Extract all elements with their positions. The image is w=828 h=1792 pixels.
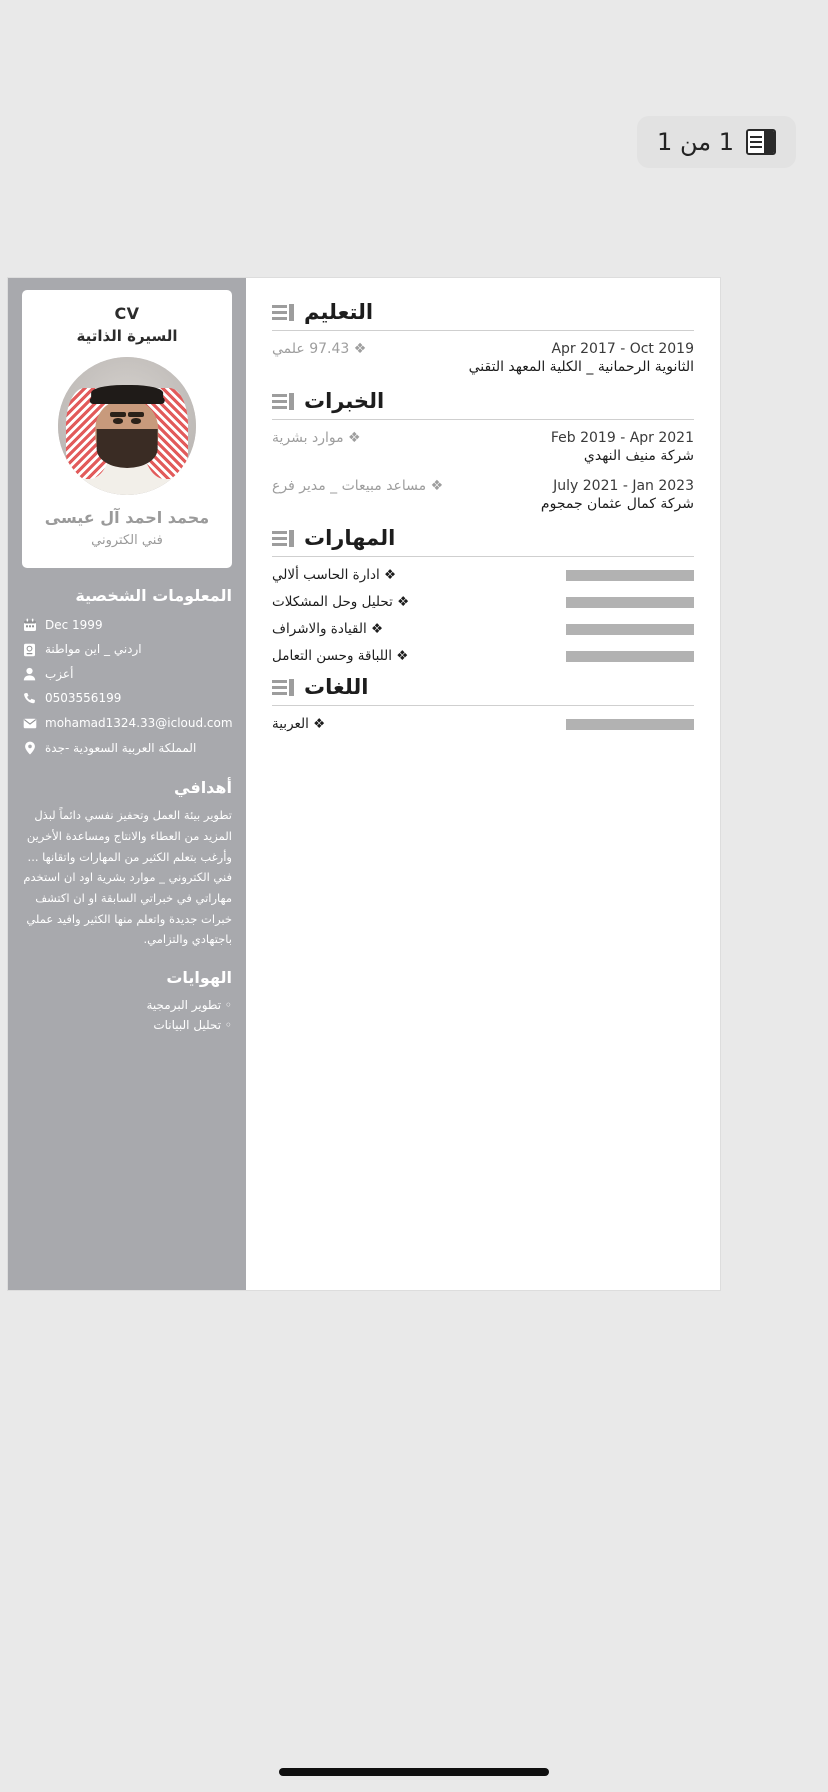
candidate-name: محمد احمد آل عيسى — [44, 508, 210, 528]
section-title-languages: اللغات — [304, 675, 369, 699]
divider — [272, 705, 694, 706]
hobby-item — [22, 1015, 232, 1035]
hobby-label: تطوير البرمجية — [146, 998, 222, 1013]
experience-date: July 2021 - Jan 2023 — [553, 478, 694, 494]
experience-entry — [272, 478, 694, 494]
skill-label: ❖ اللباقة وحسن التعامل — [272, 648, 409, 664]
hobby-bullet: ◦ — [221, 1018, 232, 1033]
skill-row — [272, 567, 694, 583]
experience-entry — [272, 430, 694, 446]
divider — [272, 419, 694, 420]
skill-level-bar — [566, 570, 694, 581]
pages-view-icon — [746, 129, 776, 155]
skill-label: ❖ القيادة والاشراف — [272, 621, 384, 637]
section-title-experience: الخبرات — [304, 389, 385, 413]
experience-org: شركة كمال عثمان جمجوم — [540, 496, 694, 512]
experience-title: ❖ موارد بشرية — [272, 430, 361, 446]
info-value-phone: 0503556199 — [45, 691, 122, 706]
hobby-label: تحليل البيانات — [153, 1018, 222, 1033]
profile-card — [22, 290, 232, 568]
divider — [272, 556, 694, 557]
hobbies-heading: الهوايات — [166, 968, 232, 988]
objective-text: تطوير بيئة العمل وتحفيز نفسي دائماً لبذل المزيد من العطاء والانتاج ومساعدة الأخرين وأرغب بتعلم الكثير من المهارات واتقانها ... فني الكتروني _ موارد بشرية اود ان استخدم مهاراتي في خبراتي السابقة او ان اكتشف خبرات جديدة واتعلم منها الكثير وافيد عملي باجتهادي والتزامي. — [23, 808, 232, 947]
info-row-nationality — [22, 640, 232, 659]
experience-org: شركة منيف النهدي — [583, 448, 694, 464]
skill-row — [272, 621, 694, 637]
section-title-skills: المهارات — [304, 526, 396, 550]
info-value-marital-status: أعزب — [45, 666, 74, 681]
info-value-nationality: اردني _ اين مواطنة — [45, 642, 142, 657]
section-header-education — [272, 300, 694, 324]
section-header-skills — [272, 526, 694, 550]
skill-row — [272, 648, 694, 664]
passport-icon — [22, 642, 37, 657]
calendar-icon — [22, 617, 37, 632]
info-value-email: mohamad1324.33@icloud.com — [45, 716, 233, 731]
list-icon — [272, 679, 294, 696]
list-icon — [272, 530, 294, 547]
hobby-item — [22, 995, 232, 1015]
phone-icon — [22, 691, 37, 706]
page-indicator-label: 1 من 1 — [657, 128, 734, 156]
section-header-languages — [272, 675, 694, 699]
language-level-bar — [566, 719, 694, 730]
skill-label: ❖ ادارة الحاسب ألالي — [272, 567, 397, 583]
info-row-location — [22, 739, 232, 758]
info-row-phone — [22, 689, 232, 708]
experience-date: Feb 2019 - Apr 2021 — [550, 430, 694, 446]
skill-row — [272, 594, 694, 610]
skill-level-bar — [566, 597, 694, 608]
skill-label: ❖ تحليل وحل المشكلات — [272, 594, 410, 610]
portrait-photo — [58, 357, 196, 495]
info-row-marital-status — [22, 665, 232, 684]
skill-level-bar — [566, 651, 694, 662]
cv-sidebar — [8, 278, 246, 1290]
education-entry — [272, 341, 694, 357]
home-indicator[interactable] — [279, 1768, 549, 1776]
info-value-birthdate: Dec 1999 — [45, 617, 103, 632]
objective-heading: أهدافي — [174, 778, 232, 798]
cv-title-en: CV — [114, 304, 140, 323]
education-org: الثانوية الرحمانية _ الكلية المعهد التقني — [468, 359, 694, 375]
candidate-role: فني الكتروني — [91, 532, 163, 548]
skill-level-bar — [566, 624, 694, 635]
cv-document-page — [8, 278, 720, 1290]
info-value-location: المملكة العربية السعودية -جدة — [45, 740, 197, 755]
experience-title: ❖ مساعد مبيعات _ مدير فرع — [272, 478, 444, 494]
section-header-experience — [272, 389, 694, 413]
list-icon — [272, 393, 294, 410]
info-row-birthdate — [22, 616, 232, 635]
list-icon — [272, 304, 294, 321]
personal-info-heading: المعلومات الشخصية — [75, 585, 232, 605]
language-row — [272, 716, 694, 732]
education-title: ❖ 97.43 علمي — [272, 341, 367, 357]
mail-icon — [22, 716, 37, 731]
section-title-education: التعليم — [304, 300, 374, 324]
person-icon — [22, 667, 37, 682]
education-date: Apr 2017 - Oct 2019 — [551, 341, 694, 357]
language-label: ❖ العربية — [272, 716, 326, 732]
location-pin-icon — [22, 740, 37, 755]
info-row-email — [22, 714, 232, 733]
cv-main-column — [246, 278, 720, 1290]
cv-title-ar: السيرة الذاتية — [76, 326, 178, 345]
hobby-bullet: ◦ — [221, 998, 232, 1013]
page-indicator-pill[interactable] — [637, 116, 796, 168]
divider — [272, 330, 694, 331]
